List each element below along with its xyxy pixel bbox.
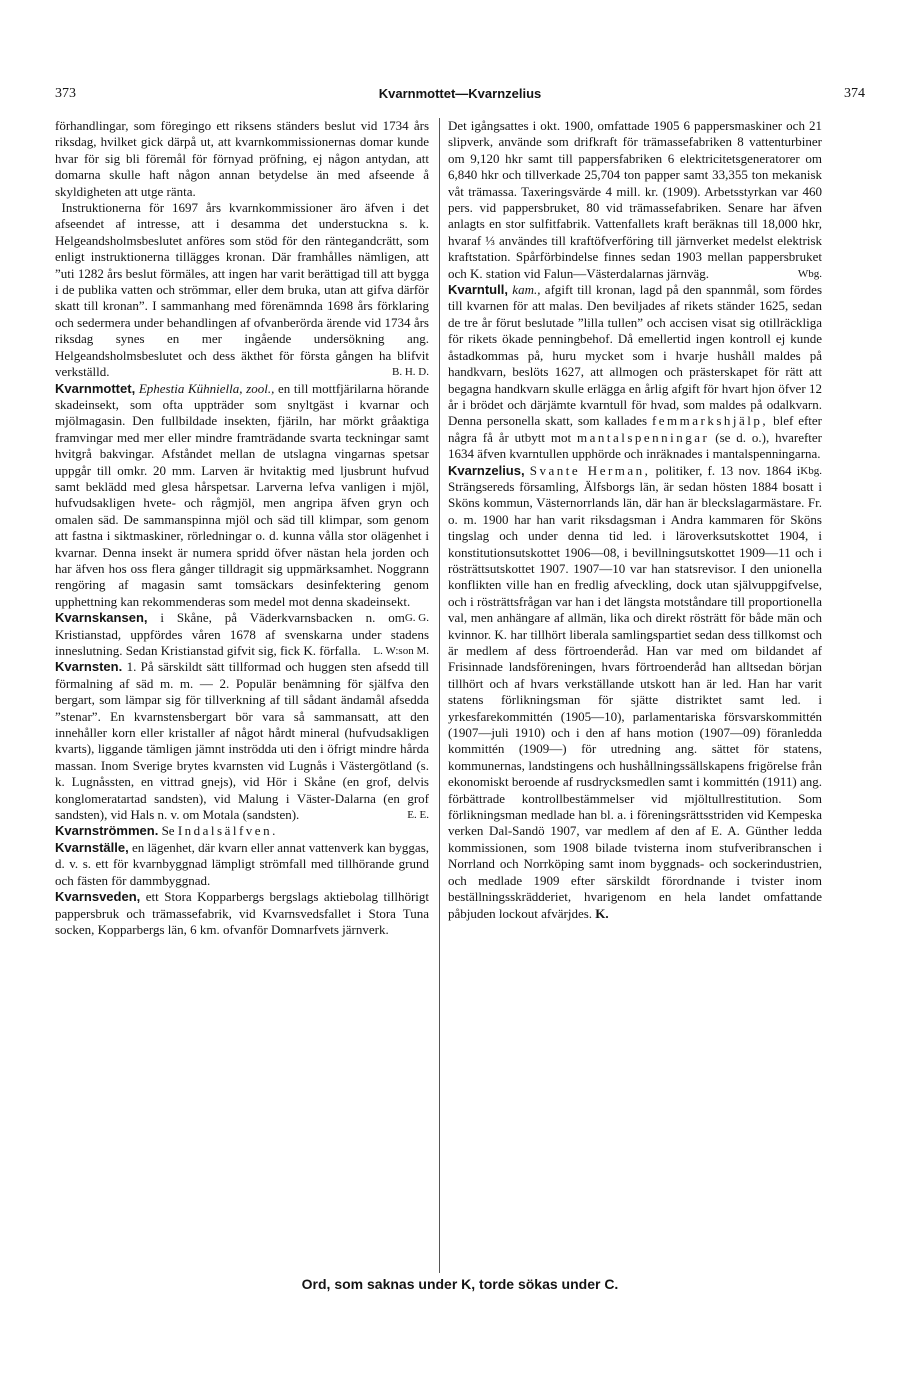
page-number-right: 374	[844, 86, 865, 101]
entry-text: Se	[161, 823, 175, 839]
body-text: Instruktionerna för 1697 års kvarnkommissioner äro äfven i det afseendet af intresse, att i desamma det understuckna s. k. Helgeandsholmsbeslutet anföres som stöd för den räntegandcrätt, som enligt instruktionerna tillägges kronan. Där framhålles nämligen, att ”uti 1282 års beslut förmäles, att ingen har varit berättigad till att bygga i de publika vatten och strömmar, eller dem bruka, utan att gifva därför skatt till kronan”. I sammanhang med förenämnda 1698 års förklaring och sedermera under behandlingen af ofvanberörda ärende vid 1734 års riksdag synes en mer ingående undersökning ang. Helgeandsholmsbeslutet och dess äkthet för första gången ha blifvit verkställd.	[55, 200, 429, 380]
entry-headword: Kvarnzelius,	[448, 462, 525, 478]
entry-headword: Kvarnställe,	[55, 839, 129, 855]
entry-headword: Kvarnsveden,	[55, 889, 141, 905]
author-signature: K.	[595, 905, 609, 921]
entry-kvarnsten	[55, 659, 429, 823]
latin-name: Ephestia Kühniella, zool.,	[138, 380, 275, 396]
footer-note: Ord, som saknas under K, torde sökas under C.	[301, 1276, 619, 1292]
left-column	[55, 118, 429, 1273]
entry-text: (se d. o.), hvarefter 1634 äfven kvarntullen upphörde och inräknades i mantalspenningarna.	[448, 429, 822, 462]
entry-text: ett Stora Kopparbergs bergslags aktiebolag tillhörigt pappersbruk och trämassefabrik, vid Kvarnsvedsfallet i Stora Tuna socken, Kopparbergs län, 6 km. ofvanför Domnarfvets järnverk.	[55, 889, 429, 937]
page-header	[55, 86, 865, 106]
entry-headword: Kvarnsten.	[55, 659, 123, 675]
paragraph	[55, 200, 429, 380]
body-text: förhandlingar, som föregingo ett riksens ständers beslut vid 1734 års riksdag, hvilket gick därpå ut, att kvarnkommissionernas domar kunde hvar för sig bli föremål för förnyad pröfning, ej någon antydan, att domarna skulle haft någon annan betydelse än med afseende å skyldigheten att utge ränta.	[55, 118, 429, 199]
author-signature: G. G.	[404, 612, 429, 625]
page-number-left: 373	[55, 86, 76, 101]
entry-kvarnskansen	[55, 610, 429, 659]
entry-headword: Kvarnskansen,	[55, 610, 148, 626]
entry-text: afgift till kronan, lagd på den spannmål, som fördes till kvarnen för att malas. Den beviljades af rikets ständer 1625, sedan de tre år förut beslutade ”lilla tullen” och accisen visat sig otillräckliga för rikets ökade penningbehof. Då emellertid ingen kontroll ej kunde åstadkommas på, huru mycket som i hvarje hushåll maldes på handkvarn, beslöts 1627, att allmogen och prästerskapet för rätt att begagna handkvarn skulle erlägga en årlig afgift för hvart hjon öfver 12 år i brödet och därjämte kvarntull för hvad, som maldes på odalkvarn. Denna personella skatt, som kallades	[448, 282, 822, 429]
entry-kvarnstalle	[55, 840, 429, 889]
entry-text: blef efter några få år utbytt mot	[448, 413, 822, 445]
entry-kvarnstrommen	[55, 823, 429, 839]
cross-reference: Indalsälfven.	[177, 823, 278, 839]
paragraph	[448, 118, 822, 282]
person-name: Svante Herman,	[529, 462, 651, 478]
entry-text: politiker, f. 13 nov. 1864 i Strängsereds församling, Älfsborgs län, är sedan hösten 1884 bosatt i Sköns kommun, Västernorrlands län, där han är bleckslagarmästare. Fr. o. m. 1900 har han varit riksdagsman i Andra kammaren för Sköns tingslag och under denna tid led. i läroverksutskottet 1904, i konstitutionsutskottet 1906—08, i bevillningsutskottet 1909—11 och i rösträttsutskottet 1907. 1907—10 var han statsrevisor. I den unionella konflikten ville han en fredlig afveckling, dock utan självuppgifvelse, och i rösträttsfrågan var han i det längsta motståndare till proportionella val, men anhängare af allmän, lika och direkt rösträtt för både män och kvinnor. K. har tillhört liberala samlingspartiet sedan dess tillkomst och är medlem af dess förtroenderåd. Han var med om bildandet af Frisinnade landsföreningen, hvars förtroenderåd han alltsedan början tillhört och af hvars verkställande utskott han är led. Han har varit statens förlikningsman för sjätte distriktet samt led. i yrkesfarekommittén (1905—10), parlamentariska försvarskommittén (1907—juli 1910) och i den af hans motion (1907—09) föranledda kommittén (1909—) för utredning ang. sättet för statens, kommunernas, landstingens och hushållningssällskapens frigörelse från ekonomiskt beroende af rusdrycksmedlen samt i kommittén (1911) ang. förbättrade kontrollbestämmelser vid mjöltullrestitution. Som förlikningsman medlade han bl. a. i föreningsrättsstriden vid Kempeska verken Dal-Sandö 1907, var medlem af den af E. A. Günther ledda kommissionen, som 1908 bilade tvisterna inom stufveribranschen i Norrland och Norrköping samt inom byggnads- och sockerindustrien, och medlade 1909 efter särskildt förordnande i tvister inom beställningsskrädderiet, hvarigenom en hela landet omfattande påbjuden lockout afvärjdes.	[448, 462, 822, 921]
right-column	[448, 118, 822, 1273]
author-signature: L. W:son M.	[373, 645, 429, 657]
spaced-term: mantalspenningar	[576, 429, 710, 445]
author-signature: B. H. D.	[392, 366, 429, 379]
running-title: Kvarnmottet—Kvarnzelius	[378, 86, 542, 101]
entry-kvarnzelius	[448, 463, 822, 922]
author-signature: Wbg.	[797, 267, 822, 280]
entry-headword: Kvarntull,	[448, 282, 508, 298]
column-divider	[439, 118, 440, 1273]
author-signature: Kbg.	[800, 464, 822, 477]
spaced-term: femmarkshjälp,	[651, 413, 769, 429]
entry-headword: Kvarnmottet,	[55, 380, 136, 396]
entry-text: en lägenhet, där kvarn eller annat vattenverk kan byggas, d. v. s. ett för kvarnbyggnad lämpligt strömfall med tillhörande grund och fästen för dammbyggnad.	[55, 839, 429, 888]
entry-text: 1. På särskildt sätt tillformad och huggen sten afsedd till förmalning af säd m. m. — 2. Populär benämning för själfva den bergart, som lämpar sig för tillverkning af till sådant ändamål afsedda ”stenar”. En kvarnstensbergart bör vara så sammansatt, att den innehåller korn eller kristaller af något hårdt mineral (hufvudsakligen kvarts), liggande tämligen jämnt inströdda uti den i öfrigt mindre hårda massan. Inom Sverige brytes kvarnsten vid Lugnås i Västergötland (s. k. Lugnåssten, en vittrad gnejs), vid Hör i Skåne (en grof, delvis konglomeratartad sandsten), vid Malung i Väster-Dalarna (en grof sandsten), vid Hals n. v. om Motala (sandsten).	[55, 659, 429, 823]
author-signature: E. E.	[407, 809, 429, 822]
entry-text: en till mottfjärilarna hörande skadeinsekt, som ofta uppträder som snyltgäst i kvarnar och mjölmagasin. Den fullbildade insekten, fjäriln, har mörkt gråaktiga framvingar med mer eller mindre framträdande svarta teckningar samt hvitgrå bakvingar. Afståndet mellan de utslagna vingarnas spetsar uppgår till omkr. 20 mm. Larven är hvitaktig med ljusbrunt hufvud samt beklädd med glesa hårspetsar. Larverna lefva vanligen i mjöl, hufvudsakligen hvete- och rågmjöl, men angripa äfven gryn och omalen säd. De sammanspinna mjöl och säd till klimpar, som genom att fastna i siktmaskiner, rörledningar o. d. kunna vålla stor olägenhet i kvarnar. Denna insekt är numera spridd öfver nästan hela jorden och har äfven hos oss flera gånger tilldragit sig uppmärksamhet. Noggrann rengöring af magasin samt tomsäckars desinfektering genom upphettning kan rekommenderas som medel mot denna skadeinsekt.	[55, 380, 429, 609]
entry-headword: Kvarnströmmen.	[55, 823, 159, 839]
entry-kvarnsveden	[55, 889, 429, 938]
body-text: Det igångsattes i okt. 1900, omfattade 1905 6 pappersmaskiner och 21 slipverk, använde som drifkraft för trämassefabriken 8 vattenturbiner om 9,120 hkr samt till pappersfabriken 6 elektricitetsgeneratorer om 6,840 hkr och tillverkade 25,704 ton papper samt 33,355 ton mekanisk våt trämassa. Taxeringsvärde 4 mill. kr. (1909). Arbetsstyrkan var 460 pers. vid pappersbruket, 80 vid trämassefabriken. Senare har äfven anlagts en stor sulfitfabrik. Vattenfallets kraft beräknas till 18,000 hkr, hvaraf ⅓ användes till kraftöfverföring till järnverket medelst elektrisk kraftstation. Spårförbindelse finnes sedan 1903 mellan pappersbruket och K. station vid Falun—Västerdalarnas järnväg.	[448, 118, 822, 281]
abbreviation: kam.,	[512, 282, 541, 298]
entry-text: i Skåne, på Väderkvarnsbacken n. om Kristianstad, uppfördes våren 1678 af svenskarna under stadens inneslutning. Sedan Kristianstad gifvit sig, fick K. förfalla.	[55, 610, 429, 658]
paragraph	[55, 118, 429, 200]
